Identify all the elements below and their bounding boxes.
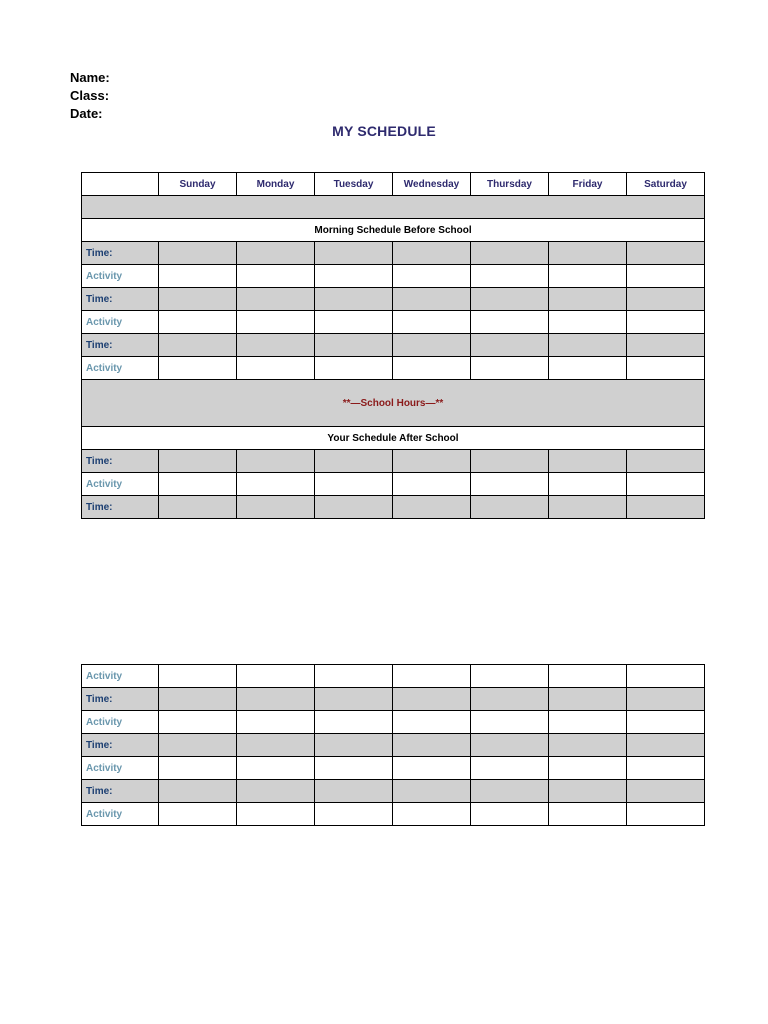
activity-cell-monday[interactable] bbox=[237, 311, 315, 334]
time-row-label: Time: bbox=[82, 780, 159, 803]
time-cell-tuesday[interactable] bbox=[315, 288, 393, 311]
activity-cell-monday[interactable] bbox=[237, 357, 315, 380]
activity-row-label: Activity bbox=[82, 711, 159, 734]
schedule-time-row bbox=[82, 450, 705, 473]
time-cell-monday[interactable] bbox=[237, 242, 315, 265]
activity-row-label: Activity bbox=[82, 311, 159, 334]
activity-cell-sunday[interactable] bbox=[159, 357, 237, 380]
time-cell-monday[interactable] bbox=[237, 734, 315, 757]
activity-cell-friday[interactable] bbox=[549, 357, 627, 380]
activity-cell-friday[interactable] bbox=[549, 665, 627, 688]
schedule-activity-row bbox=[82, 357, 705, 380]
time-cell-monday[interactable] bbox=[237, 496, 315, 519]
activity-cell-saturday[interactable] bbox=[627, 265, 705, 288]
activity-cell-monday[interactable] bbox=[237, 803, 315, 826]
time-cell-saturday[interactable] bbox=[627, 334, 705, 357]
activity-cell-friday[interactable] bbox=[549, 265, 627, 288]
time-cell-wednesday[interactable] bbox=[393, 734, 471, 757]
time-cell-thursday[interactable] bbox=[471, 496, 549, 519]
time-row-label: Time: bbox=[82, 242, 159, 265]
activity-cell-wednesday[interactable] bbox=[393, 473, 471, 496]
time-cell-tuesday[interactable] bbox=[315, 496, 393, 519]
time-cell-wednesday[interactable] bbox=[393, 780, 471, 803]
activity-cell-saturday[interactable] bbox=[627, 803, 705, 826]
school-hours-band: **—School Hours—** bbox=[82, 380, 705, 427]
time-cell-wednesday[interactable] bbox=[393, 688, 471, 711]
day-header-saturday: Saturday bbox=[627, 173, 705, 196]
time-cell-friday[interactable] bbox=[549, 688, 627, 711]
time-cell-wednesday[interactable] bbox=[393, 288, 471, 311]
time-cell-thursday[interactable] bbox=[471, 242, 549, 265]
activity-cell-sunday[interactable] bbox=[159, 711, 237, 734]
activity-cell-friday[interactable] bbox=[549, 757, 627, 780]
time-cell-tuesday[interactable] bbox=[315, 734, 393, 757]
time-cell-tuesday[interactable] bbox=[315, 780, 393, 803]
name-label: Name: bbox=[70, 70, 110, 85]
school-hours-band-row bbox=[82, 380, 705, 427]
activity-cell-wednesday[interactable] bbox=[393, 757, 471, 780]
activity-cell-sunday[interactable] bbox=[159, 311, 237, 334]
activity-cell-wednesday[interactable] bbox=[393, 665, 471, 688]
activity-row-label: Activity bbox=[82, 757, 159, 780]
activity-cell-thursday[interactable] bbox=[471, 757, 549, 780]
section-heading-after: Your Schedule After School bbox=[82, 427, 705, 450]
schedule-activity-row bbox=[82, 265, 705, 288]
time-cell-wednesday[interactable] bbox=[393, 242, 471, 265]
time-cell-friday[interactable] bbox=[549, 780, 627, 803]
activity-cell-tuesday[interactable] bbox=[315, 711, 393, 734]
activity-cell-sunday[interactable] bbox=[159, 265, 237, 288]
day-header-friday: Friday bbox=[549, 173, 627, 196]
schedule-activity-row bbox=[82, 311, 705, 334]
time-cell-monday[interactable] bbox=[237, 288, 315, 311]
activity-cell-saturday[interactable] bbox=[627, 357, 705, 380]
time-cell-friday[interactable] bbox=[549, 450, 627, 473]
time-cell-sunday[interactable] bbox=[159, 288, 237, 311]
time-cell-wednesday[interactable] bbox=[393, 334, 471, 357]
time-cell-wednesday[interactable] bbox=[393, 450, 471, 473]
time-cell-friday[interactable] bbox=[549, 288, 627, 311]
page-title: MY SCHEDULE bbox=[332, 123, 436, 139]
activity-cell-tuesday[interactable] bbox=[315, 665, 393, 688]
activity-cell-tuesday[interactable] bbox=[315, 265, 393, 288]
activity-cell-thursday[interactable] bbox=[471, 711, 549, 734]
activity-cell-wednesday[interactable] bbox=[393, 357, 471, 380]
activity-cell-saturday[interactable] bbox=[627, 757, 705, 780]
time-cell-tuesday[interactable] bbox=[315, 450, 393, 473]
time-cell-saturday[interactable] bbox=[627, 242, 705, 265]
time-cell-thursday[interactable] bbox=[471, 288, 549, 311]
activity-cell-saturday[interactable] bbox=[627, 711, 705, 734]
time-row-label: Time: bbox=[82, 450, 159, 473]
time-row-label: Time: bbox=[82, 334, 159, 357]
time-cell-sunday[interactable] bbox=[159, 242, 237, 265]
activity-cell-thursday[interactable] bbox=[471, 357, 549, 380]
activity-cell-thursday[interactable] bbox=[471, 803, 549, 826]
schedule-time-row bbox=[82, 496, 705, 519]
time-cell-sunday[interactable] bbox=[159, 334, 237, 357]
header-fields bbox=[70, 69, 110, 123]
activity-cell-sunday[interactable] bbox=[159, 473, 237, 496]
activity-cell-saturday[interactable] bbox=[627, 665, 705, 688]
schedule-time-row bbox=[82, 334, 705, 357]
activity-cell-sunday[interactable] bbox=[159, 803, 237, 826]
schedule-activity-row bbox=[82, 711, 705, 734]
activity-cell-thursday[interactable] bbox=[471, 265, 549, 288]
time-row-label: Time: bbox=[82, 734, 159, 757]
activity-cell-friday[interactable] bbox=[549, 473, 627, 496]
section-heading-morning: Morning Schedule Before School bbox=[82, 219, 705, 242]
activity-cell-thursday[interactable] bbox=[471, 665, 549, 688]
activity-row-label: Activity bbox=[82, 803, 159, 826]
time-cell-thursday[interactable] bbox=[471, 688, 549, 711]
time-cell-saturday[interactable] bbox=[627, 688, 705, 711]
activity-cell-thursday[interactable] bbox=[471, 473, 549, 496]
activity-cell-wednesday[interactable] bbox=[393, 711, 471, 734]
activity-cell-saturday[interactable] bbox=[627, 473, 705, 496]
time-cell-friday[interactable] bbox=[549, 334, 627, 357]
time-row-label: Time: bbox=[82, 496, 159, 519]
activity-row-label: Activity bbox=[82, 473, 159, 496]
time-cell-sunday[interactable] bbox=[159, 688, 237, 711]
time-cell-sunday[interactable] bbox=[159, 780, 237, 803]
activity-cell-tuesday[interactable] bbox=[315, 311, 393, 334]
schedule-table bbox=[81, 172, 705, 519]
activity-cell-sunday[interactable] bbox=[159, 665, 237, 688]
time-cell-monday[interactable] bbox=[237, 334, 315, 357]
time-cell-friday[interactable] bbox=[549, 734, 627, 757]
activity-cell-wednesday[interactable] bbox=[393, 803, 471, 826]
activity-row-label: Activity bbox=[82, 357, 159, 380]
schedule-time-row bbox=[82, 734, 705, 757]
time-cell-sunday[interactable] bbox=[159, 496, 237, 519]
activity-cell-friday[interactable] bbox=[549, 711, 627, 734]
time-cell-saturday[interactable] bbox=[627, 450, 705, 473]
class-label: Class: bbox=[70, 88, 110, 103]
time-cell-sunday[interactable] bbox=[159, 450, 237, 473]
time-cell-friday[interactable] bbox=[549, 242, 627, 265]
time-cell-thursday[interactable] bbox=[471, 734, 549, 757]
activity-row-label: Activity bbox=[82, 265, 159, 288]
activity-cell-tuesday[interactable] bbox=[315, 803, 393, 826]
day-header-sunday: Sunday bbox=[159, 173, 237, 196]
activity-cell-monday[interactable] bbox=[237, 265, 315, 288]
activity-cell-sunday[interactable] bbox=[159, 757, 237, 780]
time-row-label: Time: bbox=[82, 688, 159, 711]
section-heading-after-row bbox=[82, 427, 705, 450]
schedule-activity-row bbox=[82, 473, 705, 496]
time-cell-wednesday[interactable] bbox=[393, 496, 471, 519]
time-cell-friday[interactable] bbox=[549, 496, 627, 519]
time-cell-monday[interactable] bbox=[237, 688, 315, 711]
time-cell-thursday[interactable] bbox=[471, 450, 549, 473]
time-cell-saturday[interactable] bbox=[627, 734, 705, 757]
time-cell-sunday[interactable] bbox=[159, 734, 237, 757]
day-header-monday: Monday bbox=[237, 173, 315, 196]
activity-cell-monday[interactable] bbox=[237, 757, 315, 780]
time-cell-monday[interactable] bbox=[237, 780, 315, 803]
time-cell-tuesday[interactable] bbox=[315, 334, 393, 357]
time-cell-tuesday[interactable] bbox=[315, 688, 393, 711]
time-cell-monday[interactable] bbox=[237, 450, 315, 473]
day-header-tuesday: Tuesday bbox=[315, 173, 393, 196]
schedule-table-continued bbox=[81, 664, 705, 826]
section-heading-morning-row bbox=[82, 219, 705, 242]
schedule-time-row bbox=[82, 288, 705, 311]
activity-cell-monday[interactable] bbox=[237, 473, 315, 496]
time-cell-thursday[interactable] bbox=[471, 780, 549, 803]
activity-cell-wednesday[interactable] bbox=[393, 265, 471, 288]
activity-cell-friday[interactable] bbox=[549, 311, 627, 334]
time-cell-saturday[interactable] bbox=[627, 780, 705, 803]
corner-cell bbox=[82, 173, 159, 196]
activity-cell-saturday[interactable] bbox=[627, 311, 705, 334]
activity-cell-tuesday[interactable] bbox=[315, 757, 393, 780]
time-row-label: Time: bbox=[82, 288, 159, 311]
activity-row-label: Activity bbox=[82, 665, 159, 688]
schedule-activity-row bbox=[82, 803, 705, 826]
day-header-row bbox=[82, 173, 705, 196]
gray-divider-band bbox=[82, 196, 705, 219]
day-header-thursday: Thursday bbox=[471, 173, 549, 196]
day-header-wednesday: Wednesday bbox=[393, 173, 471, 196]
schedule-activity-row bbox=[82, 757, 705, 780]
gray-divider-band-row bbox=[82, 196, 705, 219]
time-cell-tuesday[interactable] bbox=[315, 242, 393, 265]
activity-cell-tuesday[interactable] bbox=[315, 473, 393, 496]
activity-cell-thursday[interactable] bbox=[471, 311, 549, 334]
schedule-time-row bbox=[82, 780, 705, 803]
activity-cell-tuesday[interactable] bbox=[315, 357, 393, 380]
activity-cell-monday[interactable] bbox=[237, 665, 315, 688]
date-label: Date: bbox=[70, 106, 103, 121]
time-cell-thursday[interactable] bbox=[471, 334, 549, 357]
schedule-activity-row bbox=[82, 665, 705, 688]
activity-cell-wednesday[interactable] bbox=[393, 311, 471, 334]
schedule-time-row bbox=[82, 688, 705, 711]
time-cell-saturday[interactable] bbox=[627, 496, 705, 519]
schedule-time-row bbox=[82, 242, 705, 265]
activity-cell-friday[interactable] bbox=[549, 803, 627, 826]
time-cell-saturday[interactable] bbox=[627, 288, 705, 311]
activity-cell-monday[interactable] bbox=[237, 711, 315, 734]
